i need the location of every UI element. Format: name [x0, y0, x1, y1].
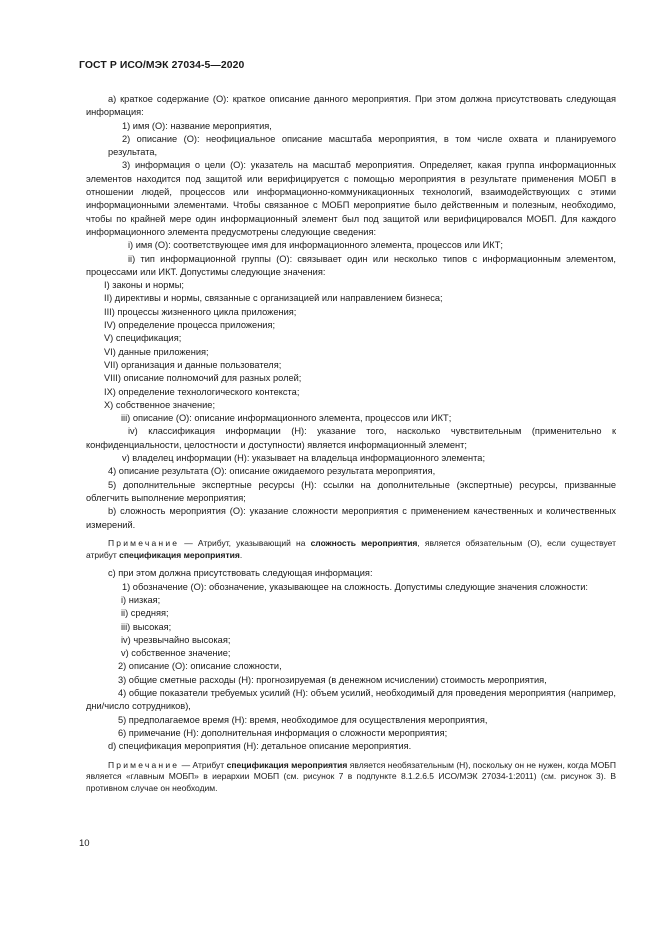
item-c: с) при этом должна присутствовать следующая информация: [108, 568, 373, 579]
document-header: ГОСТ Р ИСО/МЭК 27034-5—2020 [79, 60, 245, 71]
item-a3-v: v) владелец информации (Н): указывает на владельца информационного элемента; [122, 453, 486, 464]
list-item: I) законы и нормы; [104, 280, 184, 291]
info-group-type-list [86, 279, 616, 412]
item-c3: 3) общие сметные расходы (Н): прогнозируемая (в денежном исчислении) стоимость мероприятия, [118, 674, 547, 685]
list-item: III) процессы жизненного цикла приложения; [104, 306, 297, 317]
list-item: VI) данные приложения; [104, 346, 209, 357]
list-item: IX) определение технологического контекста; [104, 386, 300, 397]
item-a3-iv: iv) классификация информации (Н): указание того, насколько чувствительным (применительно к конфиденциальности, целостности и доступности) является информационный элемент; [86, 426, 616, 450]
list-item: v) собственное значение; [121, 648, 231, 659]
list-item: X) собственное значение; [104, 399, 216, 410]
item-a3-ii: ii) тип информационной группы (О): связывает один или несколько типов с информационным элементом, процессами или ИКТ. Допустимы следующие значения: [86, 253, 616, 277]
item-a2: 2) описание (О): неофициальное описание масштаба мероприятия, в том числе охвата и планируемого результата, [108, 133, 616, 158]
item-a4: 4) описание результата (О): описание ожидаемого результата мероприятия, [108, 466, 436, 477]
list-item: VII) организация и данные пользователя; [104, 359, 282, 370]
list-item: IV) определение процесса приложения; [104, 320, 276, 331]
list-item: ii) средняя; [121, 608, 169, 619]
item-c4: 4) общие показатели требуемых усилий (Н): объем усилий, необходимый для проведения мероприятия (например, дни/число сотрудников), [86, 688, 616, 712]
item-b: b) сложность мероприятия (О): указание сложности мероприятия с применением качественных и количественных измерений. [86, 506, 616, 530]
list-item: II) директивы и нормы, связанные с организацией или направлением бизнеса; [104, 293, 443, 304]
note-label: Примечание [108, 537, 180, 548]
item-c6: 6) примечание (Н): дополнительная информация о сложности мероприятия; [118, 727, 448, 738]
note-1: Примечание — Атрибут, указывающий на сложность мероприятия, является обязательным (О), если существует атрибут спецификация мероприятия. [86, 537, 616, 560]
item-c2: 2) описание (О): описание сложности, [118, 661, 282, 672]
item-a3-i: i) имя (О): соответствующее имя для информационного элемента, процессов или ИКТ; [128, 240, 503, 251]
item-c1: 1) обозначение (О): обозначение, указывающее на сложность. Допустимы следующие значения сложности: [122, 581, 589, 592]
item-d: d) спецификация мероприятия (Н): детальное описание мероприятия. [108, 741, 412, 752]
list-item: iv) чрезвычайно высокая; [121, 634, 231, 645]
item-c5: 5) предполагаемое время (Н): время, необходимое для осуществления мероприятия, [118, 714, 488, 725]
list-item: iii) высокая; [121, 621, 172, 632]
page-number: 10 [79, 838, 90, 849]
list-item: VIII) описание полномочий для разных ролей; [104, 373, 302, 384]
list-item: V) спецификация; [104, 333, 182, 344]
item-a1: 1) имя (О): название мероприятия, [122, 120, 272, 131]
item-a3: 3) информация о цели (О): указатель на масштаб мероприятия. Определяет, какая группа информационных элементов находится под защитой или верифицируется с помощью мероприятия в результате применения МОБП в отношении людей, процессов или информационно-коммуникационных технологий, взаимодействующих с этими информационными элементами. Чтобы связанное с МОБП мероприятие было действенным и полезным, необходимо, чтобы по крайней мере один информационный элемент был под защитой или верифицировался МОБП. Для каждого информационного элемента предусмотрены следующие сведения: [86, 160, 616, 237]
item-a5: 5) дополнительные экспертные ресурсы (Н): ссылки на дополнительные (экспертные) ресурсы, призванные облегчить выполнение мероприятия; [86, 479, 616, 503]
item-a: а) краткое содержание (О): краткое описание данного мероприятия. При этом должна присутствовать следующая информация: [86, 94, 616, 118]
document-body [86, 93, 616, 801]
note-label: Примечание [108, 759, 180, 770]
item-a3-iii: iii) описание (О): описание информационного элемента, процессов или ИКТ; [121, 413, 452, 424]
complexity-levels-list [86, 594, 616, 660]
note-2: Примечание — Атрибут спецификация мероприятия является необязательным (Н), поскольку он не нужен, когда МОБП является «главным МОБП» в иерархии МОБП (см. рисунок 7 в подпункте 8.1.2.6.5 ИСО/МЭК 27034-1:2011) (см. рисунок 3). В противном случае он необходим. [86, 759, 616, 794]
list-item: i) низкая; [121, 594, 161, 605]
